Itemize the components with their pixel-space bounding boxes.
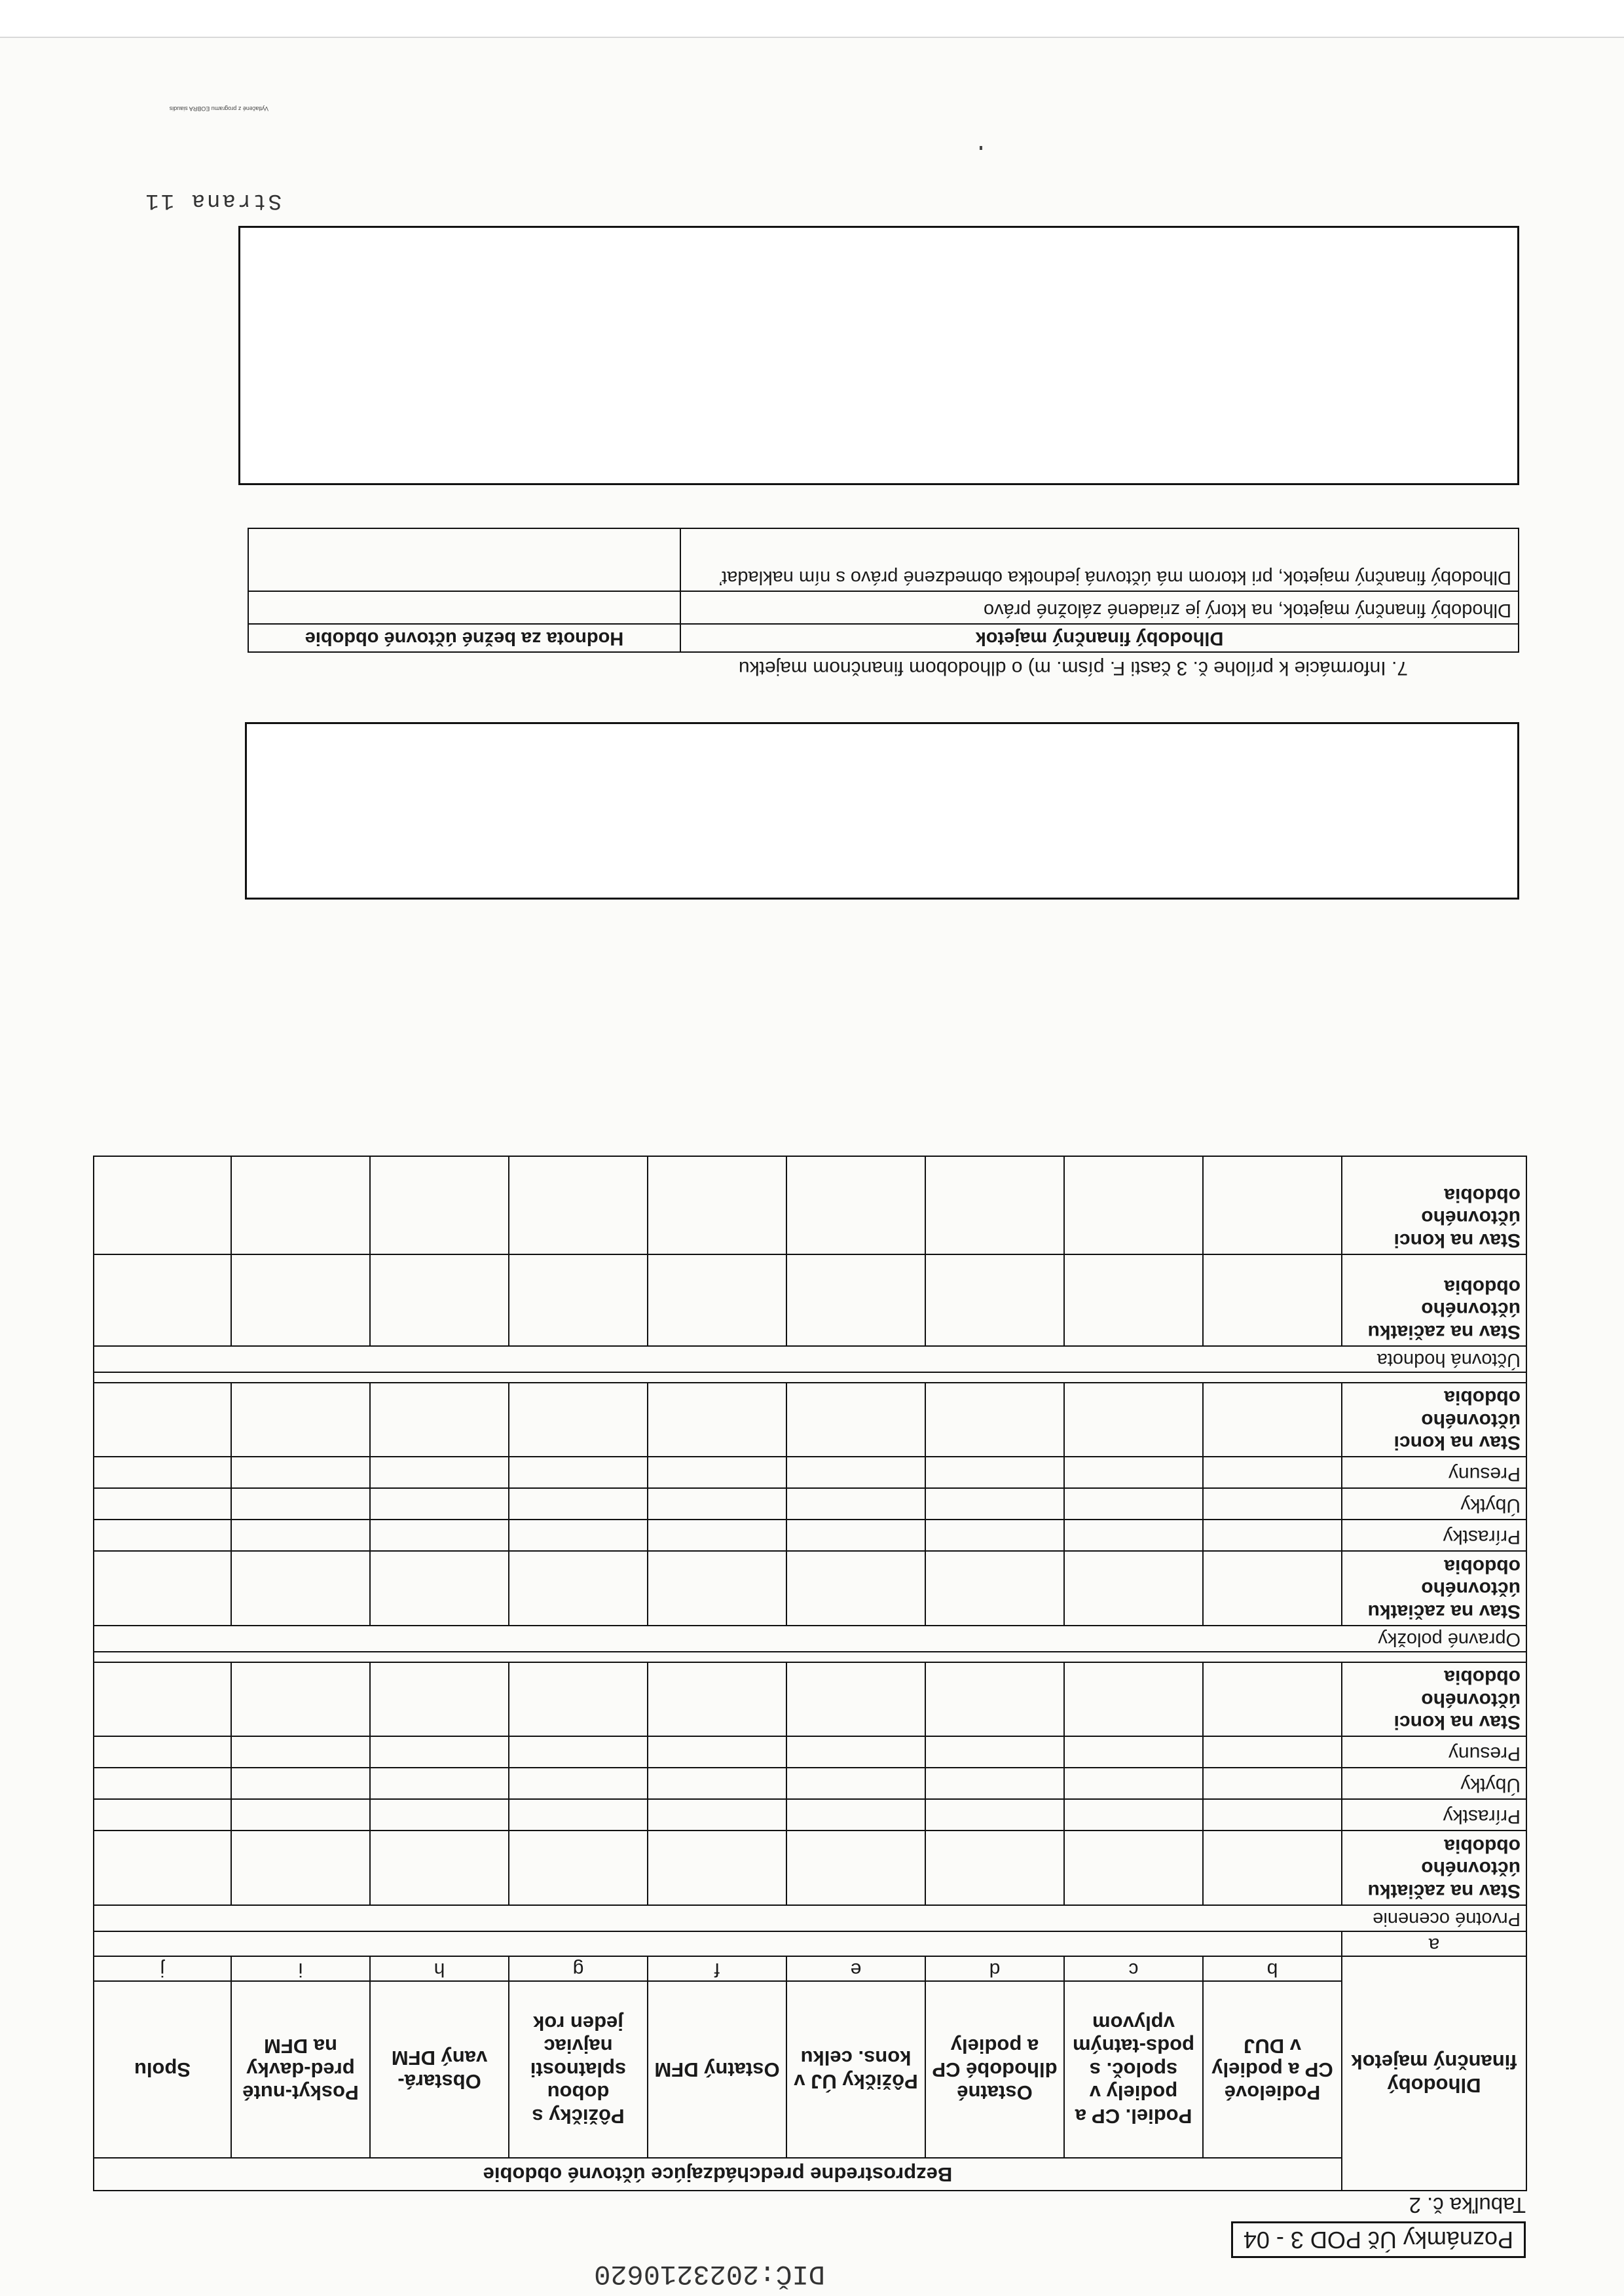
notes-box-2[interactable]: [238, 226, 1519, 485]
section7-table: [248, 528, 1519, 653]
section7-col2: Hodnota za bežné účtovné obdobie: [248, 624, 680, 652]
col-header-a: Dlhodobý finančný majetok: [1342, 1956, 1526, 2191]
section7-row-label: Dlhodobý finančný majetok, na ktorý je zriadené záložné právo: [680, 591, 1519, 624]
col-letter: d: [925, 1956, 1064, 1981]
scan-edge: [0, 0, 1624, 38]
row-label: Prírastky: [1342, 1800, 1526, 1831]
dic-number: DIČ:2023210620: [594, 2258, 825, 2289]
section7-row-label: Dlhodobý finančný majetok, pri ktorom má účtovná jednotka obmedzené právo s ním nakladať: [680, 528, 1519, 591]
col-letter: i: [231, 1956, 370, 1981]
row-label: Stav na začiatku účtovného obdobia: [1342, 1831, 1526, 1906]
col-letter: b: [1203, 1956, 1342, 1981]
col-letter: e: [786, 1956, 925, 1981]
col-header-d: Ostatné dlhodobé CP a podiely: [925, 1981, 1064, 2158]
col-header-e: Pôžičky ÚJ v kons. celku: [786, 1981, 925, 2158]
page-number: Strana 11: [143, 188, 282, 213]
period-title: Bezprostredne predchádzajúce účtovné obdobie: [94, 2158, 1342, 2191]
section-divider: [94, 1372, 1526, 1383]
notes-box[interactable]: [245, 722, 1519, 900]
row-label: Stav na začiatku účtovného obdobia: [1342, 1254, 1526, 1346]
section7-col1: Dlhodobý finančný majetok: [680, 624, 1519, 652]
table-label: Tabuľka č. 2: [1409, 2193, 1526, 2217]
row-label: Prírastky: [1342, 1520, 1526, 1552]
col-header-j: Spolu: [94, 1981, 231, 2158]
row-label: Presuny: [1342, 1737, 1526, 1768]
col-letter: f: [648, 1956, 786, 1981]
row-label: Stav na konci účtovného obdobia: [1342, 1383, 1526, 1457]
row-label: Stav na konci účtovného obdobia: [1342, 1156, 1526, 1254]
section7-title: 7. Informácie k prílohe č. 3 časti F. písm. m) o dlhodobom finančnom majetku: [738, 657, 1408, 679]
row-label: Stav na začiatku účtovného obdobia: [1342, 1552, 1526, 1626]
col-header-f: Ostatný DFM: [648, 1981, 786, 2158]
col-header-g: Pôžičky s dobou splatnosti najviac jeden rok: [509, 1981, 648, 2158]
col-letter: j: [94, 1956, 231, 1981]
col-letter: a: [1342, 1931, 1526, 1956]
section7-row-value[interactable]: [248, 528, 680, 591]
section-title: Účtovná hodnota: [94, 1346, 1526, 1372]
col-header-h: Obstará-vaný DFM: [370, 1981, 509, 2158]
col-header-c: Podiel. CP a podiely v spoloč. s pods-tatným vplyvom: [1064, 1981, 1203, 2158]
row-label: Úbytky: [1342, 1489, 1526, 1520]
dfm-table: [93, 1156, 1527, 2191]
col-letter: c: [1064, 1956, 1203, 1981]
print-source: Vytlačené z programu EOBRA siaudis: [169, 105, 268, 112]
form-code: Poznámky Úč POD 3 - 04: [1231, 2221, 1526, 2258]
row-label: Presuny: [1342, 1457, 1526, 1489]
col-header-b: Podielové CP a podiely v DUJ: [1203, 1981, 1342, 2158]
col-letter: g: [509, 1956, 648, 1981]
section-divider: [94, 1652, 1526, 1662]
header-divider: [94, 1931, 1342, 1956]
section-title: Opravné položky: [94, 1626, 1526, 1652]
col-header-i: Poskyt-nuté pred-davky na DFM: [231, 1981, 370, 2158]
section7-row-value[interactable]: [248, 591, 680, 624]
scan-speck: [980, 146, 982, 150]
col-letter: h: [370, 1956, 509, 1981]
row-label: Úbytky: [1342, 1768, 1526, 1800]
row-label: Stav na konci účtovného obdobia: [1342, 1662, 1526, 1737]
section-title: Prvotné ocenenie: [94, 1905, 1526, 1931]
